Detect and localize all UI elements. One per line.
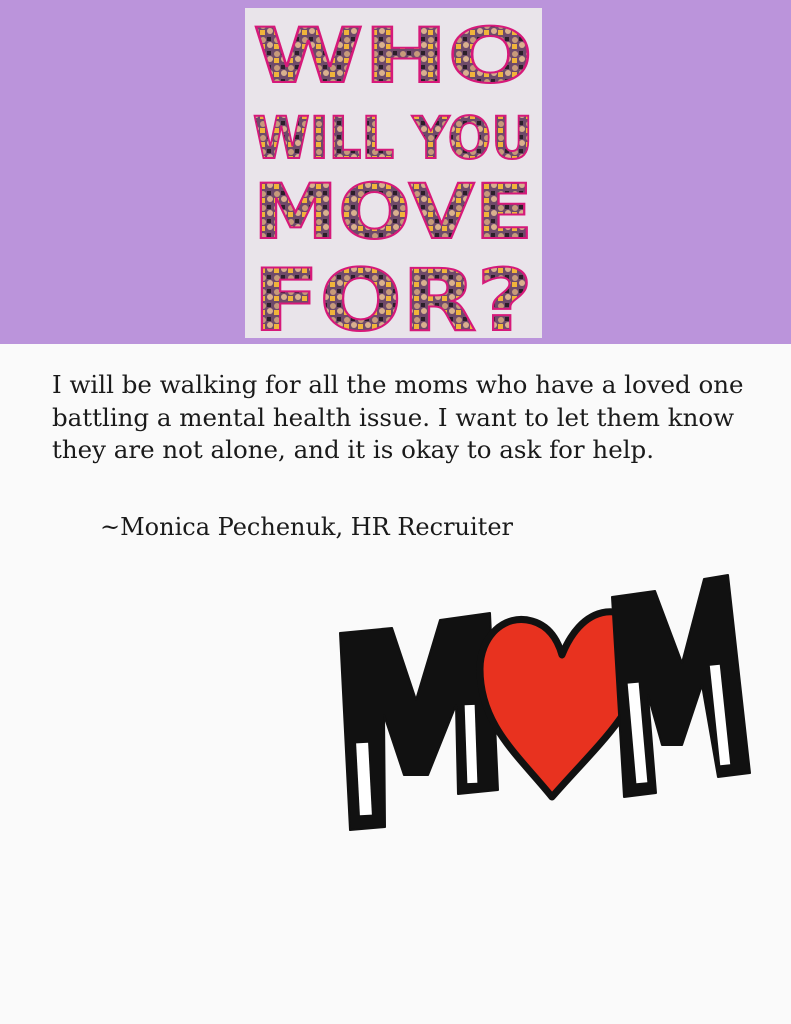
poster-line-1: WHO [253,11,533,100]
letter-m-right [612,575,750,797]
quote-attribution: ~Monica Pechenuk, HR Recruiter [100,513,514,541]
poster-line-3: MOVE [253,167,533,256]
poster-graphic [245,8,542,338]
letter-m-left [340,613,498,830]
poster-line-2: WILL YOU [253,104,533,172]
poster-image [245,8,542,338]
banner [0,0,791,344]
mom-illustration [330,565,770,845]
poster-line-4: FOR? [253,251,533,338]
quote-text: I will be walking for all the moms who have a loved one battling a mental health issue. I want to let them know they are not alone, and it is okay to ask for help. [52,370,744,464]
